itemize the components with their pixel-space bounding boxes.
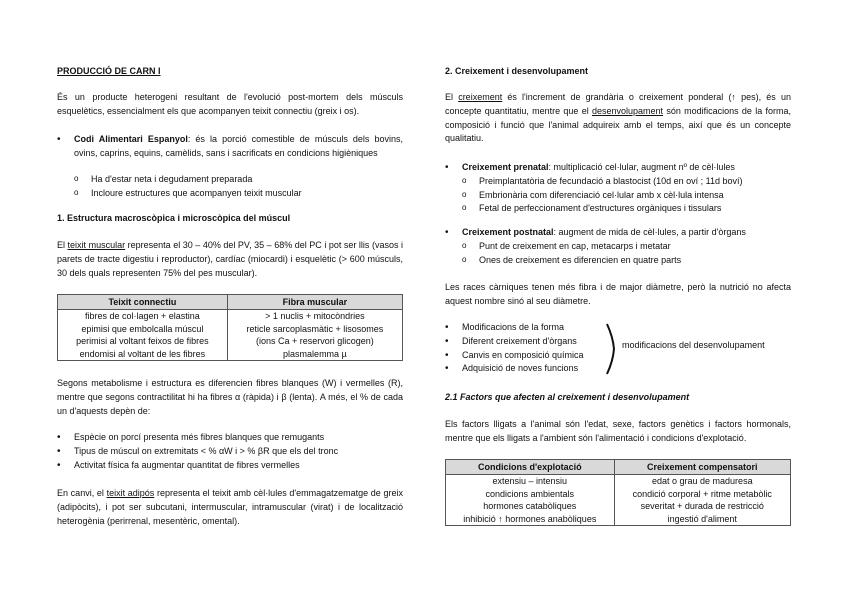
codi-list xyxy=(57,133,403,161)
prenatal-label: Creixement prenatal xyxy=(462,162,549,172)
table-row xyxy=(58,323,403,336)
postnatal-bullet xyxy=(445,226,791,240)
adipose-paragraph xyxy=(57,487,403,528)
list-item: • Tipus de múscul on extremitats < % αW i > % βR que els del tronc xyxy=(57,445,403,459)
table-header: Condicions d'explotació xyxy=(446,460,615,475)
table-header: Creixement compensatori xyxy=(614,460,790,475)
table-cell: condició corporal + ritme metabòlic xyxy=(614,488,790,501)
text: En canvi, el xyxy=(57,488,107,498)
list-item: o Fetal de perfeccionament d'estructures orgàniques i tissulars xyxy=(445,202,791,216)
section-heading-2-1: 2.1 Factors que afecten al creixement i desenvolupament xyxy=(445,392,690,402)
table-cell: > 1 nuclis + mitocòndries xyxy=(227,310,402,323)
races-paragraph: Les races càrniques tenen més fibra i de major diàmetre, però la nutrició no afecta aquest nombre sinó al seu diàmetre. xyxy=(445,282,791,306)
intro-paragraph: És un producte heterogeni resultant de l'evolució post-mortem dels músculs esquelètics, essencialment els que acompanyen teixit connectiu (greix i os). xyxy=(57,92,403,116)
table-cell: hormones catabòliques xyxy=(446,500,615,513)
text: és l'increment de grandària o creixement ponderal (↑ pes), és un concepte quantitatiu, mentre que el xyxy=(445,92,791,116)
codi-text: : és la porció comestible de músculs dels bovins, ovins, caprins, equins, camèlids, sans i sacrificats en condicions higièniques xyxy=(74,134,404,158)
table-cell: epimisi que embolcalla múscul xyxy=(58,323,228,336)
section-heading-2: 2. Creixement i desenvolupament xyxy=(445,66,589,76)
table-row xyxy=(58,335,403,348)
right-brace-icon xyxy=(605,323,617,375)
table-cell: (ions Ca + reservori glicogen) xyxy=(227,335,402,348)
term-teixit-muscular: teixit muscular xyxy=(67,240,126,250)
text: El xyxy=(57,240,68,250)
list-item: o Embrionària com diferenciació cel·lular amb x cèl·lula intensa xyxy=(445,189,791,203)
term-teixit-adipos: teixit adipós xyxy=(106,488,155,498)
table-row xyxy=(446,475,791,488)
postnatal-label: Creixement postnatal xyxy=(462,227,554,237)
list-item: • Espècie on porcí presenta més fibres blanques que remugants xyxy=(57,431,403,445)
text: representa el teixit amb cèl·lules d'emmagatzematge de greix (adipòcits), i pot ser subcutani, intermuscular, intramuscular (virat) i de localització heterogènia (perirrenal, mesentèric, omental). xyxy=(57,488,403,526)
table-header: Teixit connectiu xyxy=(58,295,228,310)
table-cell: endomisi al voltant de les fibres xyxy=(58,348,228,361)
codi-label: Codi Alimentari Espanyol xyxy=(74,134,188,144)
table-row xyxy=(58,310,403,323)
list-item: o Incloure estructures que acompanyen teixit muscular xyxy=(57,187,403,201)
table-cell: inhibició ↑ hormones anabòliques xyxy=(446,513,615,526)
table-row xyxy=(446,513,791,526)
table-cell: perimisi al voltant feixos de fibres xyxy=(58,335,228,348)
factors-table xyxy=(445,459,791,526)
list-item: • Diferent creixement d'òrgans xyxy=(445,335,791,349)
table-cell: fibres de col·lagen + elastina xyxy=(58,310,228,323)
table-header: Fibra muscular xyxy=(227,295,402,310)
text: : augment de mida de cèl·lules, a partir d'òrgans xyxy=(553,227,746,237)
list-item: • Modificacions de la forma xyxy=(445,321,791,335)
table-row xyxy=(58,348,403,361)
modifications-label: modificacions del desenvolupament xyxy=(622,340,765,350)
list-item: • Canvis en composició química xyxy=(445,349,791,363)
text: : multiplicació cel·lular, augment nº de cèl·lules xyxy=(548,162,735,172)
muscular-paragraph xyxy=(57,239,403,280)
metabolism-list xyxy=(57,431,403,472)
list-item: o Preimplantatòria de fecundació a blastocist (10d en oví ; 11d boví) xyxy=(445,175,791,189)
term-creixement: creixement xyxy=(458,92,503,102)
list-item: • Adquisició de noves funcions xyxy=(445,362,791,376)
table-cell: reticle sarcoplasmàtic + lisosomes xyxy=(227,323,402,336)
prenatal-list xyxy=(445,161,791,216)
codi-bullet xyxy=(57,133,403,161)
list-item: o Ha d'estar neta i degudament preparada xyxy=(57,173,403,187)
table-cell: extensiu – intensiu xyxy=(446,475,615,488)
list-item: • Activitat física fa augmentar quantitat de fibres vermelles xyxy=(57,459,403,473)
section-heading-1: 1. Estructura macroscòpica i microscòpica del múscul xyxy=(57,213,291,223)
table-cell: plasmalemma µ xyxy=(227,348,402,361)
table-cell: condicions ambientals xyxy=(446,488,615,501)
list-item: o Punt de creixement en cap, metacarps i metatar xyxy=(445,240,791,254)
document-title: PRODUCCIÓ DE CARN I xyxy=(57,66,161,76)
definition-paragraph xyxy=(445,91,791,146)
term-desenvolupament: desenvolupament xyxy=(591,105,664,116)
factors-paragraph: Els factors lligats a l'animal són l'edat, sexe, factors genètics i factors hormonals, mentre que els lligats a l'ambient són l'alimentació i condicions d'explotació. xyxy=(445,419,791,443)
codi-sublist xyxy=(57,173,403,201)
text: representa el 30 – 40% del PV, 35 – 68% del PC i pot ser llis (vasos i parets de tracte digestiu i reproductor), cardíac (miocardi) i esquelètic (> 600 músculs, 30 dels quals representen 75% del pes muscular). xyxy=(57,240,404,278)
metabolism-paragraph: Segons metabolisme i estructura es diferencien fibres blanques (W) i vermelles (R), mentre que segons contractilitat hi ha fibres α (ràpida) i β (lenta). A més, el % de cada un d'aquests depèn de: xyxy=(57,378,403,416)
text: són modificacions de la forma, composició i funció que l'animal adquireix amb el temps, així que és un concepte qualitatiu. xyxy=(445,105,791,144)
table-cell: ingestió d'aliment xyxy=(614,513,790,526)
prenatal-bullet xyxy=(445,161,791,175)
table-cell: severitat + durada de restricció xyxy=(614,500,790,513)
tissue-table xyxy=(57,294,403,361)
table-cell: edat o grau de maduresa xyxy=(614,475,790,488)
modifications-group xyxy=(445,321,791,377)
table-row xyxy=(446,488,791,501)
list-item: o Ones de creixement es diferencien en quatre parts xyxy=(445,254,791,268)
text: El xyxy=(445,92,459,102)
postnatal-list xyxy=(445,226,791,267)
table-row xyxy=(446,500,791,513)
